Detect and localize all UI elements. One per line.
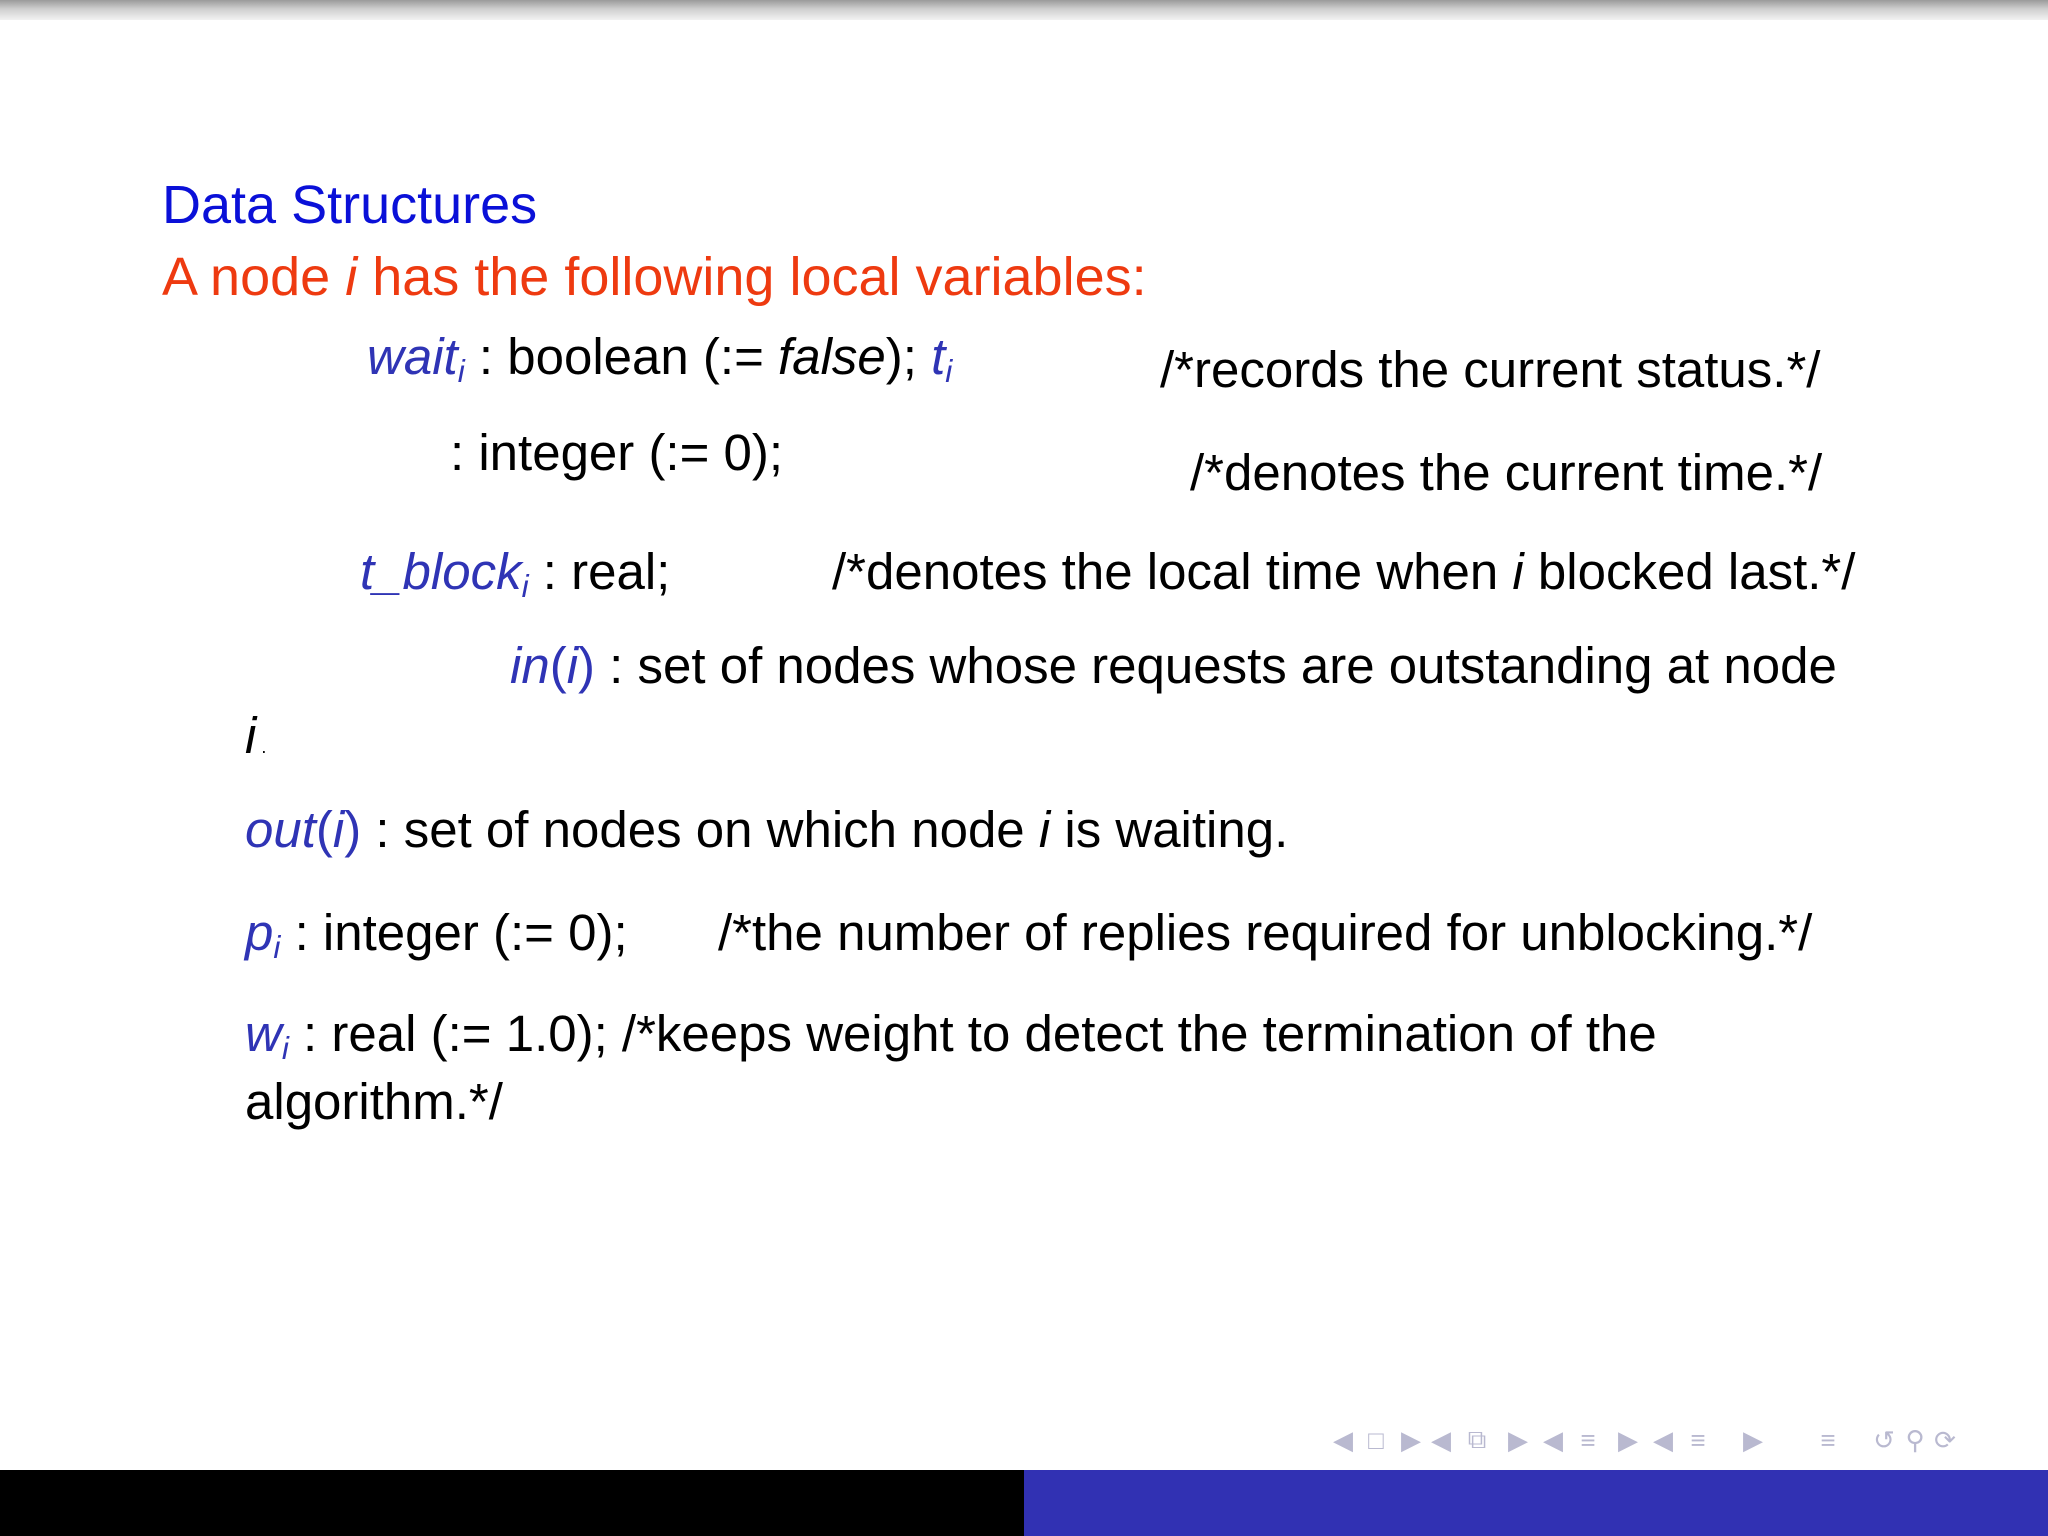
in-cont-var: i xyxy=(245,707,257,764)
comment-wait: /*records the current status.*/ xyxy=(1160,341,1821,398)
search-icon[interactable]: ⚲ xyxy=(1905,1424,1925,1455)
var-wait-sub: i xyxy=(457,352,465,389)
triangle-left-icon[interactable]: ◀ xyxy=(1653,1424,1673,1455)
slide-title: Data Structures xyxy=(162,175,538,235)
undo-icon[interactable]: ↺ xyxy=(1873,1424,1895,1455)
in-paren-open: ( xyxy=(549,637,567,694)
tblock-type: : real; xyxy=(528,543,671,600)
section-icon[interactable]: ≡ xyxy=(1580,1424,1596,1455)
tblock-comment-var: i xyxy=(1512,543,1524,600)
beamer-navigation xyxy=(1330,1425,1960,1455)
p-type: : integer (:= 0); xyxy=(280,904,628,961)
var-w-sub: i xyxy=(281,1029,289,1066)
line-tblock xyxy=(360,543,671,604)
top-gradient-bar xyxy=(0,0,2048,20)
triangle-right-icon[interactable]: ▶ xyxy=(1618,1424,1638,1455)
wait-type: : boolean (:= xyxy=(464,328,779,385)
frames-icon[interactable]: ⧉ xyxy=(1467,1424,1487,1454)
var-out: out xyxy=(245,801,316,858)
line-w xyxy=(245,1005,1657,1066)
line-out xyxy=(245,801,1289,858)
line-integer: : integer (:= 0); xyxy=(450,424,784,481)
triangle-left-icon[interactable]: ◀ xyxy=(1543,1424,1563,1455)
line-w-cont: algorithm.*/ xyxy=(245,1073,503,1130)
out-text-var: i xyxy=(1038,801,1051,858)
wait-close: ); xyxy=(885,328,932,385)
var-in: in xyxy=(510,637,550,694)
var-t: t xyxy=(931,328,946,385)
triangle-right-icon[interactable]: ▶ xyxy=(1401,1424,1421,1455)
out-text-suffix: is waiting. xyxy=(1050,801,1289,858)
comment-tblock xyxy=(832,543,1856,600)
var-w: w xyxy=(245,1005,282,1062)
in-cont-mark: . xyxy=(256,737,267,757)
wait-default: false xyxy=(778,328,886,385)
var-p: p xyxy=(245,904,274,961)
out-text-prefix: : set of nodes on which node xyxy=(361,801,1039,858)
subsection-icon[interactable]: ≡ xyxy=(1690,1424,1706,1455)
tblock-comment-prefix: /*denotes the local time when xyxy=(832,543,1513,600)
w-text: : real (:= 1.0); /*keeps weight to detect the termination of the xyxy=(288,1005,1657,1062)
var-t-sub: i xyxy=(945,352,953,389)
line-p xyxy=(245,904,628,965)
slide-subtitle xyxy=(162,247,1147,307)
in-text: : set of nodes whose requests are outstanding at node xyxy=(595,637,1837,694)
zoom-icon[interactable]: ⟳ xyxy=(1934,1424,1956,1455)
triangle-left-icon[interactable]: ◀ xyxy=(1333,1424,1353,1455)
in-arg: i xyxy=(566,637,579,694)
line-in-cont xyxy=(245,707,267,764)
comment-integer: /*denotes the current time.*/ xyxy=(1190,444,1823,501)
line-in xyxy=(510,637,1837,694)
in-paren-close: ) xyxy=(578,637,596,694)
tblock-comment-suffix: blocked last.*/ xyxy=(1523,543,1856,600)
triangle-right-icon[interactable]: ▶ xyxy=(1508,1424,1528,1455)
footer-left-bar xyxy=(0,1470,1024,1536)
out-paren-close: ) xyxy=(344,801,362,858)
var-tblock-sub: i xyxy=(521,567,529,604)
line-wait xyxy=(367,328,953,389)
footer-right-bar xyxy=(1024,1470,2048,1536)
subtitle-prefix: A node xyxy=(162,247,346,307)
subtitle-var: i xyxy=(345,247,358,307)
menu-icon[interactable]: ≡ xyxy=(1820,1424,1836,1455)
triangle-right-icon[interactable]: ▶ xyxy=(1743,1424,1763,1455)
var-wait: wait xyxy=(367,328,458,385)
subtitle-suffix: has the following local variables: xyxy=(357,247,1147,307)
out-arg: i xyxy=(332,801,345,858)
frame-icon[interactable]: □ xyxy=(1368,1424,1384,1455)
out-paren-open: ( xyxy=(315,801,333,858)
comment-p: /*the number of replies required for unblocking.*/ xyxy=(718,904,1813,961)
var-p-sub: i xyxy=(273,928,281,965)
triangle-left-icon[interactable]: ◀ xyxy=(1431,1424,1451,1455)
var-tblock: t_block xyxy=(360,543,522,600)
